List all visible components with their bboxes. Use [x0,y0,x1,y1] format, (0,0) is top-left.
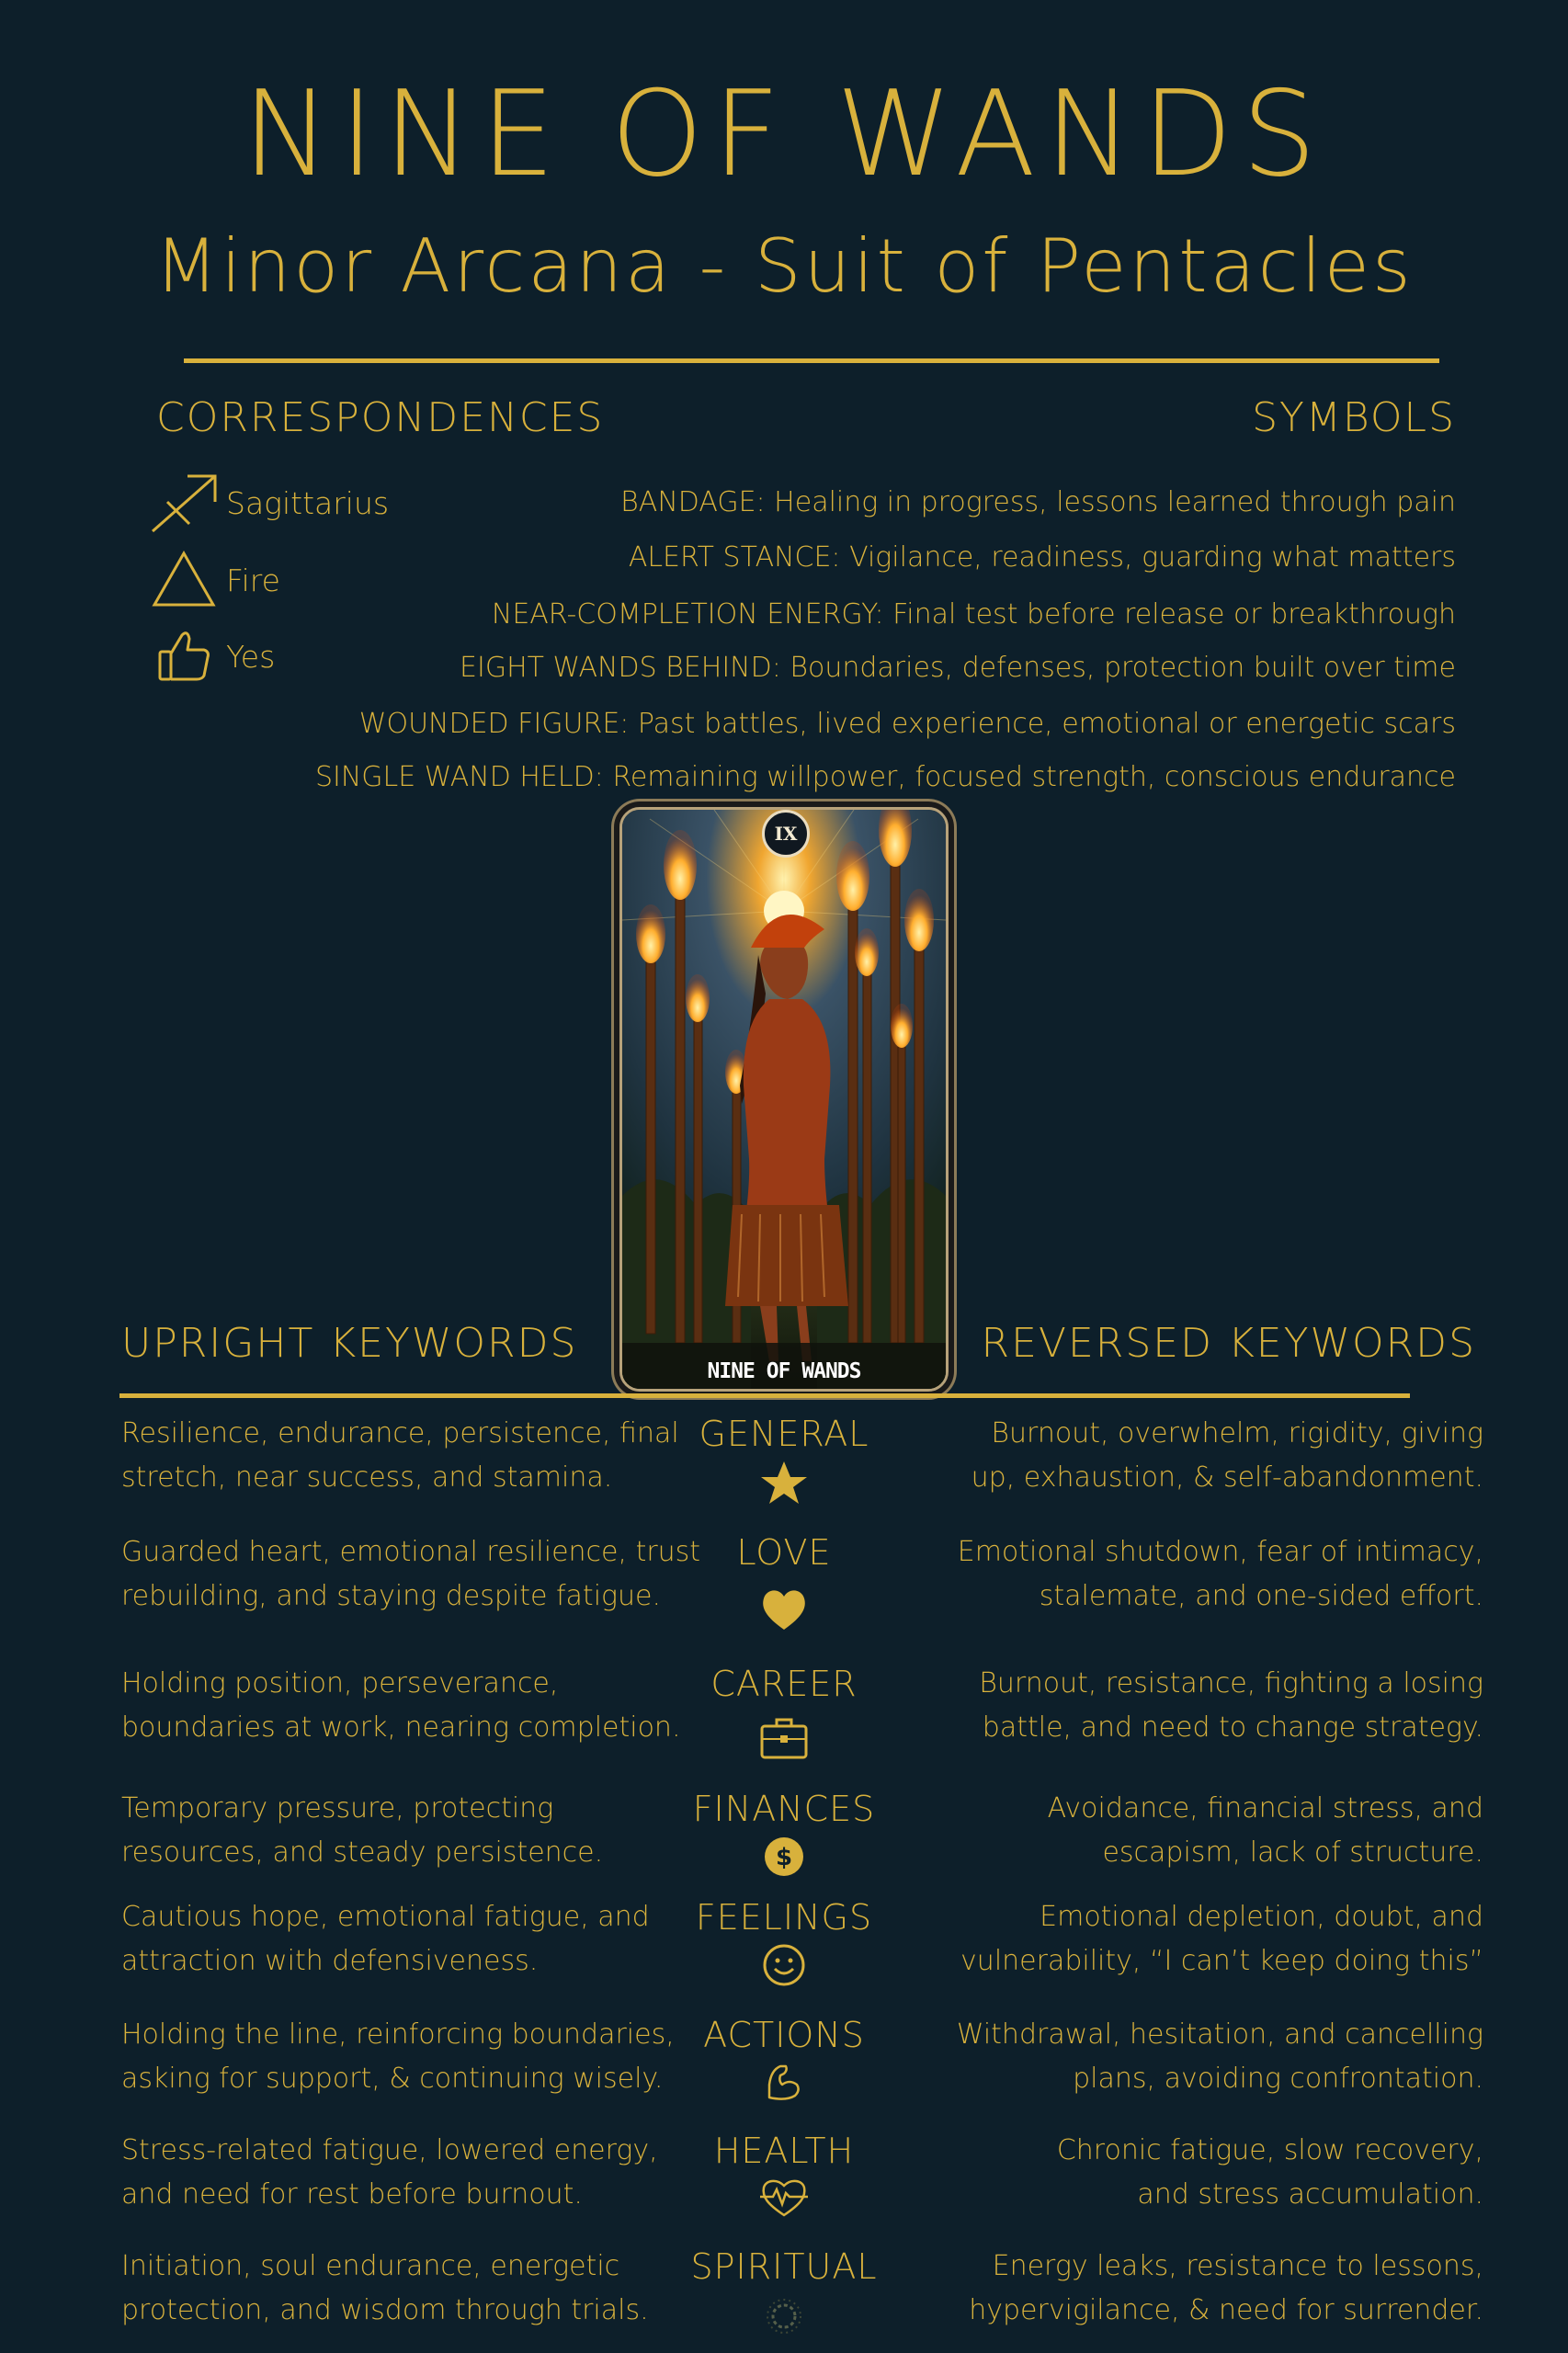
category-label: CAREER [710,1664,858,1704]
correspondence-label: Sagittarius [226,484,390,521]
flexed-arm-icon [756,2053,812,2109]
upright-text: Guarded heart, emotional resilience, trust rebuilding, and staying despite fatigue. [121,1536,701,1612]
heartbeat-icon [756,2169,812,2224]
symbol-item: ALERT STANCE: Vigilance, readiness, guarding what matters [628,541,1456,574]
card-illustration [622,810,946,1389]
category-label: GENERAL [699,1414,869,1454]
upright-text: Temporary pressure, protecting resources, and steady persistence. [121,1792,604,1869]
correspondence-sagittarius [147,471,389,535]
star-icon [756,1456,812,1511]
heart-icon [756,1582,812,1637]
reversed-text: Burnout, resistance, fighting a losing battle, and need to change strategy. [979,1667,1483,1744]
correspondences-heading: CORRESPONDENCES [156,394,605,441]
symbol-item: WOUNDED FIGURE: Past battles, lived experience, emotional or energetic scars [358,708,1456,740]
category-label: LOVE [736,1532,832,1573]
category-label: SPIRITUAL [690,2246,878,2287]
upright-text: Cautious hope, emotional fatigue, and attraction with defensiveness. [121,1901,650,1977]
reversed-text: Energy leaks, resistance to lessons, hypervigilance, & need for surrender. [969,2250,1483,2326]
reversed-text: Chronic fatigue, slow recovery, and stress accumulation. [1056,2134,1483,2211]
reversed-text: Avoidance, financial stress, and escapism, lack of structure. [1047,1792,1483,1869]
spirit-circle-icon [756,2289,812,2344]
upright-text: Holding position, perseverance, boundaries at work, nearing completion. [121,1667,681,1744]
correspondence-label: Yes [226,638,276,675]
card-numeral: IX [762,810,810,858]
category-label: FINANCES [692,1789,876,1829]
top-divider [184,358,1439,363]
category-label: FEELINGS [695,1897,873,1938]
reversed-keywords-heading: REVERSED KEYWORDS [981,1320,1476,1367]
symbol-item: NEAR-COMPLETION ENERGY: Final test before release or breakthrough [491,598,1456,631]
upright-keywords-heading: UPRIGHT KEYWORDS [121,1320,578,1367]
fire-triangle-icon [147,548,221,612]
correspondence-fire [147,548,280,612]
reversed-text: Burnout, overwhelm, rigidity, giving up, exhaustion, & self-abandonment. [971,1417,1483,1494]
upright-text: Stress-related fatigue, lowered energy, and need for rest before burnout. [121,2134,658,2211]
card-name: NINE OF WANDS [707,1359,861,1383]
thumbs-up-icon [147,624,221,688]
reversed-text: Emotional depletion, doubt, and vulnerability, “I can’t keep doing this” [960,1901,1483,1977]
correspondence-label: Fire [226,562,280,598]
symbol-item: SINGLE WAND HELD: Remaining willpower, focused strength, conscious endurance [314,761,1456,793]
correspondence-yes [147,624,275,688]
category-label: ACTIONS [703,2015,865,2055]
smiley-icon [756,1938,812,1993]
svg-text:$: $ [775,1844,793,1871]
symbol-item: BANDAGE: Healing in progress, lessons learned through pain [620,486,1456,518]
symbol-item: EIGHT WANDS BEHIND: Boundaries, defenses, protection built over time [460,652,1456,684]
page-subtitle: Minor Arcana - Suit of Pentacles [154,223,1414,309]
reversed-text: Emotional shutdown, fear of intimacy, stalemate, and one-sided effort. [957,1536,1483,1612]
sagittarius-icon [147,471,221,535]
symbols-heading: SYMBOLS [1252,394,1456,441]
page-title: NINE OF WANDS [242,66,1326,203]
tarot-card-image [619,807,949,1392]
upright-text: Holding the line, reinforcing boundaries, asking for support, & continuing wisely. [121,2018,675,2095]
category-label: HEALTH [713,2131,855,2171]
reversed-text: Withdrawal, hesitation, and cancelling plans, avoiding confrontation. [956,2018,1483,2095]
upright-text: Resilience, endurance, persistence, final stretch, near success, and stamina. [121,1417,679,1494]
dollar-coin-icon [756,1829,812,1884]
briefcase-icon [756,1710,812,1765]
keywords-divider [119,1393,1410,1398]
upright-text: Initiation, soul endurance, energetic protection, and wisdom through trials. [121,2250,649,2326]
